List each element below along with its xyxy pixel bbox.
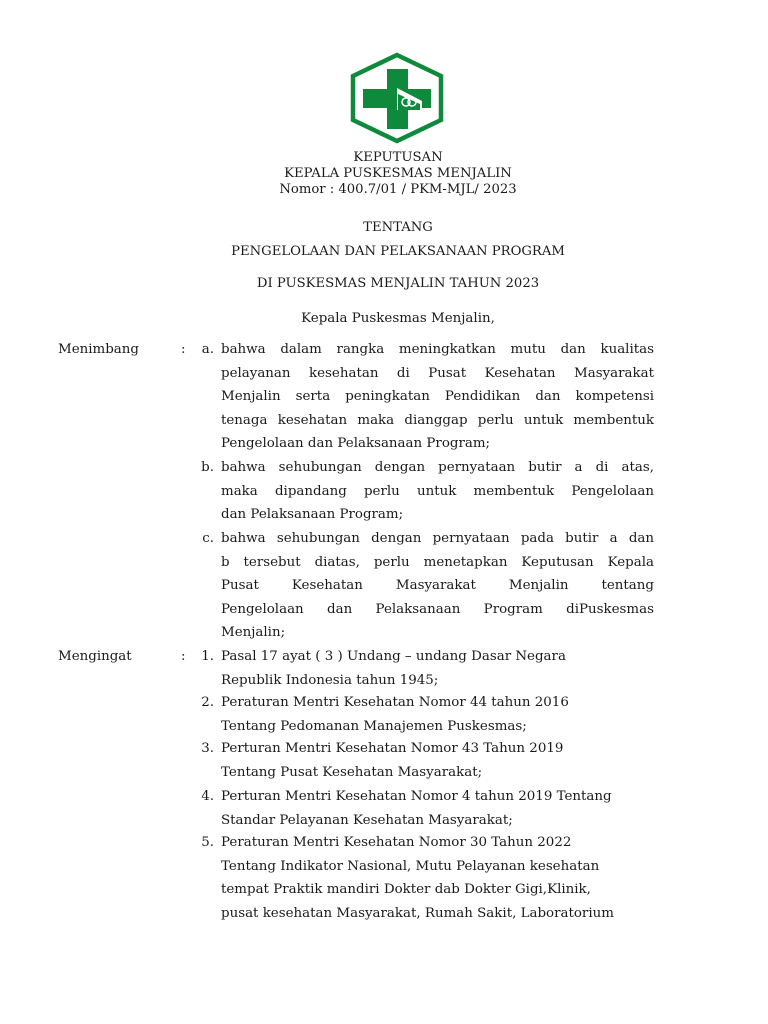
text-line: Perturan Mentri Kesehatan Nomor 43 Tahun 2019 [221,741,564,756]
text-line: pelayanan kesehatan di Pusat Kesehatan Masyarakat [221,365,654,381]
text-line: bahwa dalam rangka meningkatkan mutu dan kualitas [221,342,654,357]
mengingat-item-1 [221,645,654,692]
text-line: Republik Indonesia tahun 1945; [221,672,439,688]
text-line: Tentang Pusat Kesehatan Masyarakat; [221,764,483,780]
mengingat-item-2 [221,691,654,738]
menimbang-item-b [221,456,654,527]
text-line: Peraturan Mentri Kesehatan Nomor 44 tahun 2016 [221,695,569,710]
mengingat-marker-3: 3. [201,741,214,756]
menimbang-label: Menimbang [58,342,139,357]
text-line: Standar Pelayanan Kesehatan Masyarakat; [221,812,513,828]
text-line: bahwa sehubungan dengan pernyataan butir a di atas, [221,460,654,475]
menimbang-item-c [221,527,654,645]
text-line: Peraturan Mentri Kesehatan Nomor 30 Tahun 2022 [221,835,572,850]
text-line: maka dipandang perlu untuk membentuk Pengelolaan [221,483,654,499]
mengingat-marker-5: 5. [201,835,214,850]
menimbang-item-a [221,338,654,456]
decree-number: Nomor : 400.7/01 / PKM-MJL/ 2023 [279,182,517,197]
mengingat-marker-2: 2. [201,695,214,710]
decree-title-line1: PENGELOLAAN DAN PELAKSANAAN PROGRAM [231,244,565,259]
text-line: pusat kesehatan Masyarakat, Rumah Sakit, Laboratorium [221,905,614,921]
text-line: tenaga kesehatan maka dianggap perlu untuk membentuk [221,412,654,428]
mengingat-marker-4: 4. [201,789,214,804]
text-line: Tentang Indikator Nasional, Mutu Pelayanan kesehatan [221,858,600,874]
mengingat-marker-1: 1. [201,649,214,664]
decree-title-line2: DI PUSKESMAS MENJALIN TAHUN 2023 [256,276,540,291]
text-line: Pengelolaan dan Pelaksanaan Program diPuskesmas [221,601,654,617]
decree-heading: KEPUTUSAN [353,150,443,165]
text-line: Menjalin serta peningkatan Pendidikan dan kompetensi [221,389,654,405]
menimbang-marker-a: a. [201,342,214,357]
text-line: bahwa sehubungan dengan pernyataan pada butir a dan [221,531,654,546]
mengingat-item-3 [221,737,654,784]
text-line: dan Pelaksanaan Program; [221,507,404,523]
menimbang-colon: : [181,342,186,357]
mengingat-item-4 [221,785,654,832]
puskesmas-logo [348,52,446,144]
text-line: tempat Praktik mandiri Dokter dab Dokter Gigi,Klinik, [221,882,591,898]
text-line: Menjalin; [221,625,286,641]
mengingat-label: Mengingat [58,649,132,664]
decree-about-heading: TENTANG [363,220,433,235]
decree-issuer: KEPALA PUSKESMAS MENJALIN [284,166,512,181]
text-line: Tentang Pedomanan Manajemen Puskesmas; [221,718,527,734]
mengingat-item-5 [221,831,654,925]
text-line: Pengelolaan dan Pelaksanaan Program; [221,436,491,452]
mengingat-colon: : [181,649,186,664]
menimbang-marker-b: b. [201,460,214,475]
text-line: b tersebut diatas, perlu menetapkan Keputusan Kepala [221,554,654,570]
decree-opening: Kepala Puskesmas Menjalin, [301,311,495,326]
text-line: Perturan Mentri Kesehatan Nomor 4 tahun 2019 Tentang [221,789,612,804]
text-line: Pusat Kesehatan Masyarakat Menjalin tentang [221,578,654,594]
text-line: Pasal 17 ayat ( 3 ) Undang – undang Dasar Negara [221,649,566,664]
menimbang-marker-c: c. [202,531,214,546]
